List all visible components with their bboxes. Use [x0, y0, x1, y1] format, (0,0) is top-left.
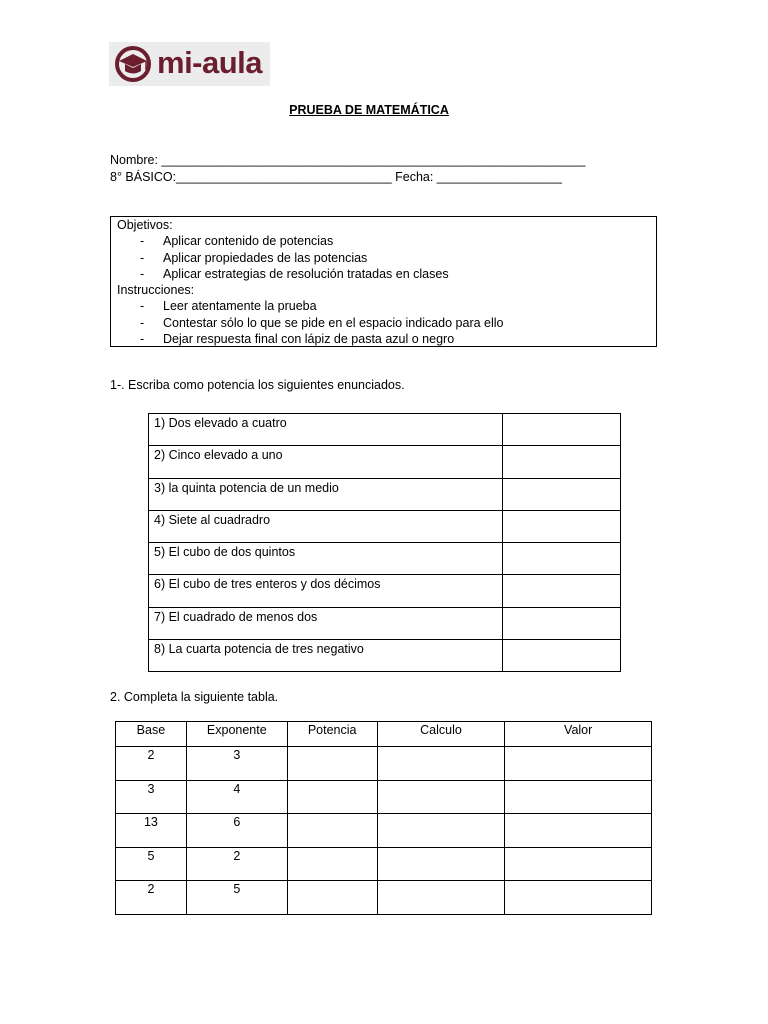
column-header-valor: Valor: [505, 722, 652, 747]
answer-cell[interactable]: [503, 510, 621, 542]
calculo-cell[interactable]: [377, 814, 505, 848]
calculo-cell[interactable]: [377, 780, 505, 814]
table-row: [149, 510, 621, 542]
list-item: - Contestar sólo lo que se pide en el espacio indicado para ello: [117, 315, 656, 331]
table-header-row: [116, 722, 652, 747]
graduation-cap-icon: [113, 45, 155, 83]
list-item: - Aplicar estrategias de resolución tratadas en clases: [117, 266, 656, 282]
table-row: [116, 847, 652, 881]
instrucciones-list: [117, 298, 656, 347]
logo-text: mi-aula: [157, 45, 263, 80]
table-row: [116, 814, 652, 848]
table-row: [149, 640, 621, 672]
calculo-cell[interactable]: [377, 847, 505, 881]
column-header-potencia: Potencia: [287, 722, 377, 747]
answer-cell[interactable]: [503, 543, 621, 575]
statement-cell: 1) Dos elevado a cuatro: [149, 414, 503, 446]
statement-cell: 5) El cubo de dos quintos: [149, 543, 503, 575]
valor-cell[interactable]: [505, 847, 652, 881]
calculo-cell[interactable]: [377, 881, 505, 915]
potencia-cell[interactable]: [287, 814, 377, 848]
exponente-cell: 3: [186, 747, 287, 781]
instrucciones-label: Instrucciones:: [117, 283, 195, 298]
answer-cell[interactable]: [503, 575, 621, 607]
exponente-cell: 4: [186, 780, 287, 814]
statement-cell: 6) El cubo de tres enteros y dos décimos: [149, 575, 503, 607]
base-cell: 2: [116, 881, 187, 915]
exponente-cell: 2: [186, 847, 287, 881]
list-item: - Leer atentamente la prueba: [117, 298, 656, 314]
base-cell: 3: [116, 780, 187, 814]
column-header-calculo: Calculo: [377, 722, 505, 747]
base-cell: 5: [116, 847, 187, 881]
nombre-field: Nombre: _____________________________________________________________: [110, 153, 586, 167]
answer-cell[interactable]: [503, 414, 621, 446]
curso-fecha-field: 8° BÁSICO:_______________________________ Fecha: __________________: [110, 170, 562, 184]
question-1-prompt: 1-. Escriba como potencia los siguientes enunciados.: [110, 378, 405, 392]
answer-cell[interactable]: [503, 446, 621, 478]
statement-cell: 3) la quinta potencia de un medio: [149, 478, 503, 510]
exponente-cell: 6: [186, 814, 287, 848]
calculo-cell[interactable]: [377, 747, 505, 781]
objetivos-list: [117, 233, 656, 282]
table-row: [116, 747, 652, 781]
table-row: [149, 446, 621, 478]
valor-cell[interactable]: [505, 814, 652, 848]
valor-cell[interactable]: [505, 780, 652, 814]
base-cell: 2: [116, 747, 187, 781]
column-header-base: Base: [116, 722, 187, 747]
table-row: [149, 414, 621, 446]
statement-cell: 2) Cinco elevado a uno: [149, 446, 503, 478]
table-row: [149, 575, 621, 607]
potencia-cell[interactable]: [287, 747, 377, 781]
potencia-cell[interactable]: [287, 847, 377, 881]
valor-cell[interactable]: [505, 747, 652, 781]
table-row: [149, 543, 621, 575]
potencia-cell[interactable]: [287, 780, 377, 814]
info-box: [110, 216, 657, 347]
question-2-prompt: 2. Completa la siguiente tabla.: [110, 690, 279, 704]
question-2-table: [115, 721, 652, 915]
statement-cell: 7) El cuadrado de menos dos: [149, 607, 503, 639]
table-row: [116, 780, 652, 814]
table-row: [149, 478, 621, 510]
valor-cell[interactable]: [505, 881, 652, 915]
answer-cell[interactable]: [503, 640, 621, 672]
exponente-cell: 5: [186, 881, 287, 915]
table-row: [149, 607, 621, 639]
statement-cell: 4) Siete al cuadradro: [149, 510, 503, 542]
table-row: [116, 881, 652, 915]
potencia-cell[interactable]: [287, 881, 377, 915]
base-cell: 13: [116, 814, 187, 848]
list-item: - Aplicar propiedades de las potencias: [117, 250, 656, 266]
answer-cell[interactable]: [503, 478, 621, 510]
list-item: - Dejar respuesta final con lápiz de pasta azul o negro: [117, 331, 656, 347]
objetivos-label: Objetivos:: [117, 218, 173, 232]
logo: [109, 42, 270, 86]
answer-cell[interactable]: [503, 607, 621, 639]
question-1-table: [148, 413, 621, 672]
statement-cell: 8) La cuarta potencia de tres negativo: [149, 640, 503, 672]
column-header-exponente: Exponente: [186, 722, 287, 747]
page-title: PRUEBA DE MATEMÁTICA: [289, 103, 449, 117]
list-item: - Aplicar contenido de potencias: [117, 233, 656, 249]
